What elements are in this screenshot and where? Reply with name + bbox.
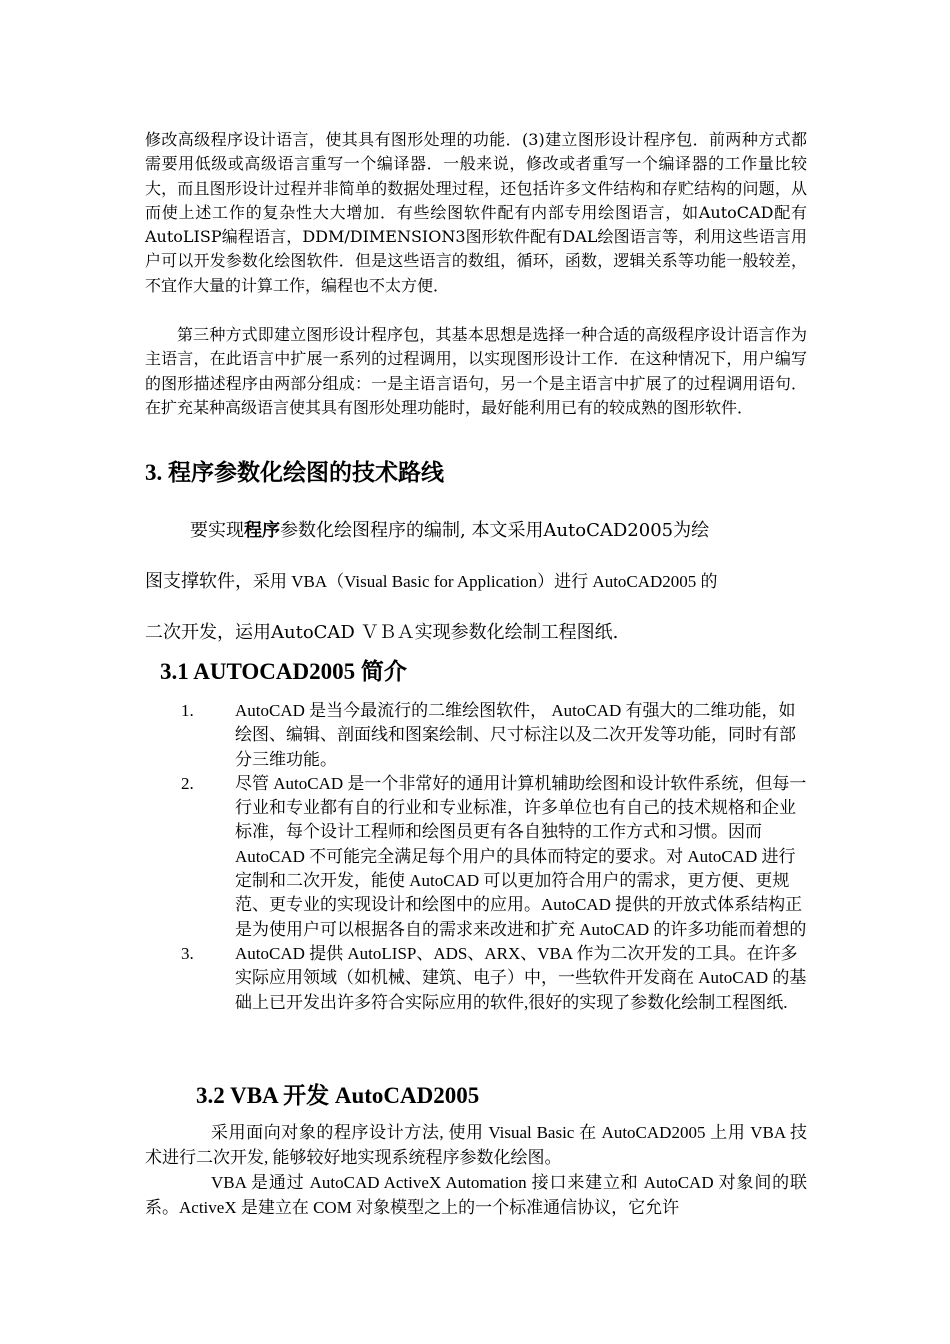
list-number: 2. (181, 773, 194, 793)
body-paragraph: VBA 是通过 AutoCAD ActiveX Automation 接口来建立和 AutoCAD 对象间的联系。ActiveX 是建立在 COM 对象模型之上的一个标准通信协议，它允许 (145, 1173, 807, 1217)
list-item-text: AutoCAD 是当今最流行的二维绘图软件， AutoCAD 有强大的二维功能，如绘图、编辑、剖面线和图案绘制、尺寸标注以及二次开发等功能，同时有部分三维功能。 (235, 701, 796, 769)
paragraph-line: 二次开发，运用AutoCAD ＶＢＡ实现参数化绘制工程图纸. (145, 622, 619, 643)
list-item-text: 尽管 AutoCAD 是一个非常好的通用计算机辅助绘图和设计软件系统，但每一行业和专业都有自的行业和专业标准，许多单位也有自己的技术规格和企业标准，每个设计工程师和绘图员更有各自独特的工作方式和习惯。因而 AutoCAD 不可能完全满足每个用户的具体而特定的要求。对 AutoCAD 进行定制和二次开发，能使 AutoCAD 可以更加符合用户的需求，更方便、更规范、更专业的实现设计和绘图中的应用。AutoCAD 提供的开放式体系结构正是为使用户可以根据各自的需求来改进和扩充 AutoCAD 的许多功能而着想的 (235, 773, 807, 939)
section-heading: 3. 程序参数化绘图的技术路线 (145, 460, 444, 485)
numbered-list (145, 699, 807, 1015)
body-paragraph: 采用面向对象的程序设计方法, 使用 Visual Basic 在 AutoCAD2005 上用 VBA 技术进行二次开发, 能够较好地实现系统程序参数化绘图。 (145, 1123, 807, 1167)
text-span: 参数化绘图程序的编制, 本文采用AutoCAD2005为绘 (280, 520, 710, 541)
list-item (145, 699, 807, 772)
subsection-heading: 3.1 AUTOCAD2005 简介 (160, 659, 407, 684)
body-paragraph: 修改高级程序设计语言，使其具有图形处理的功能．(3)建立图形设计程序包．前两种方式都需要用低级或高级语言重写一个编译器．一般来说，修改或者重写一个编译器的工作量比较大，而且图形设计过程并非简单的数据处理过程，还包括许多文件结构和存贮结构的问题，从而使上述工作的复杂性大大增加．有些绘图软件配有内部专用绘图语言，如AutoCAD配有AutoLISP编程语言，DDM/DIMENSION3图形软件配有DAL绘图语言等，利用这些语言用户可以开发参数化绘图软件．但是这些语言的数组，循环，函数，逻辑关系等功能一般较差，不宜作大量的计算工作，编程也不太方便． (145, 130, 807, 295)
paragraph-line (145, 505, 807, 556)
list-item (145, 772, 807, 942)
text-span: 采用 VBA（Visual Basic for Application）进行 AutoCAD2005 的 (253, 572, 718, 591)
text-span: 要实现 (190, 520, 244, 541)
paragraph-line (145, 556, 807, 607)
bold-text: 程序 (244, 520, 280, 541)
subsection-heading: 3.2 VBA 开发 AutoCAD2005 (196, 1083, 480, 1108)
body-paragraph-spaced (145, 505, 807, 658)
list-number: 1. (181, 701, 194, 720)
list-item-text: AutoCAD 提供 AutoLISP、ADS、ARX、VBA 作为二次开发的工具。在许多实际应用领域（如机械、建筑、电子）中，一些软件开发商在 AutoCAD 的基础上已开发出许多符合实际应用的软件,很好的实现了参数化绘制工程图纸. (235, 943, 807, 1012)
body-paragraph: 第三种方式即建立图形设计程序包，其基本思想是选择一种合适的高级程序设计语言作为主语言，在此语言中扩展一系列的过程调用，以实现图形设计工作．在这种情况下，用户编写的图形描述程序由两部分组成：一是主语言语句，另一个是主语言中扩展了的过程调用语句．在扩充某种高级语言使其具有图形处理功能时，最好能利用已有的较成熟的图形软件． (145, 325, 807, 417)
list-number: 3. (181, 943, 194, 963)
text-span: 图支撑软件， (145, 571, 253, 592)
list-item (145, 942, 807, 1015)
